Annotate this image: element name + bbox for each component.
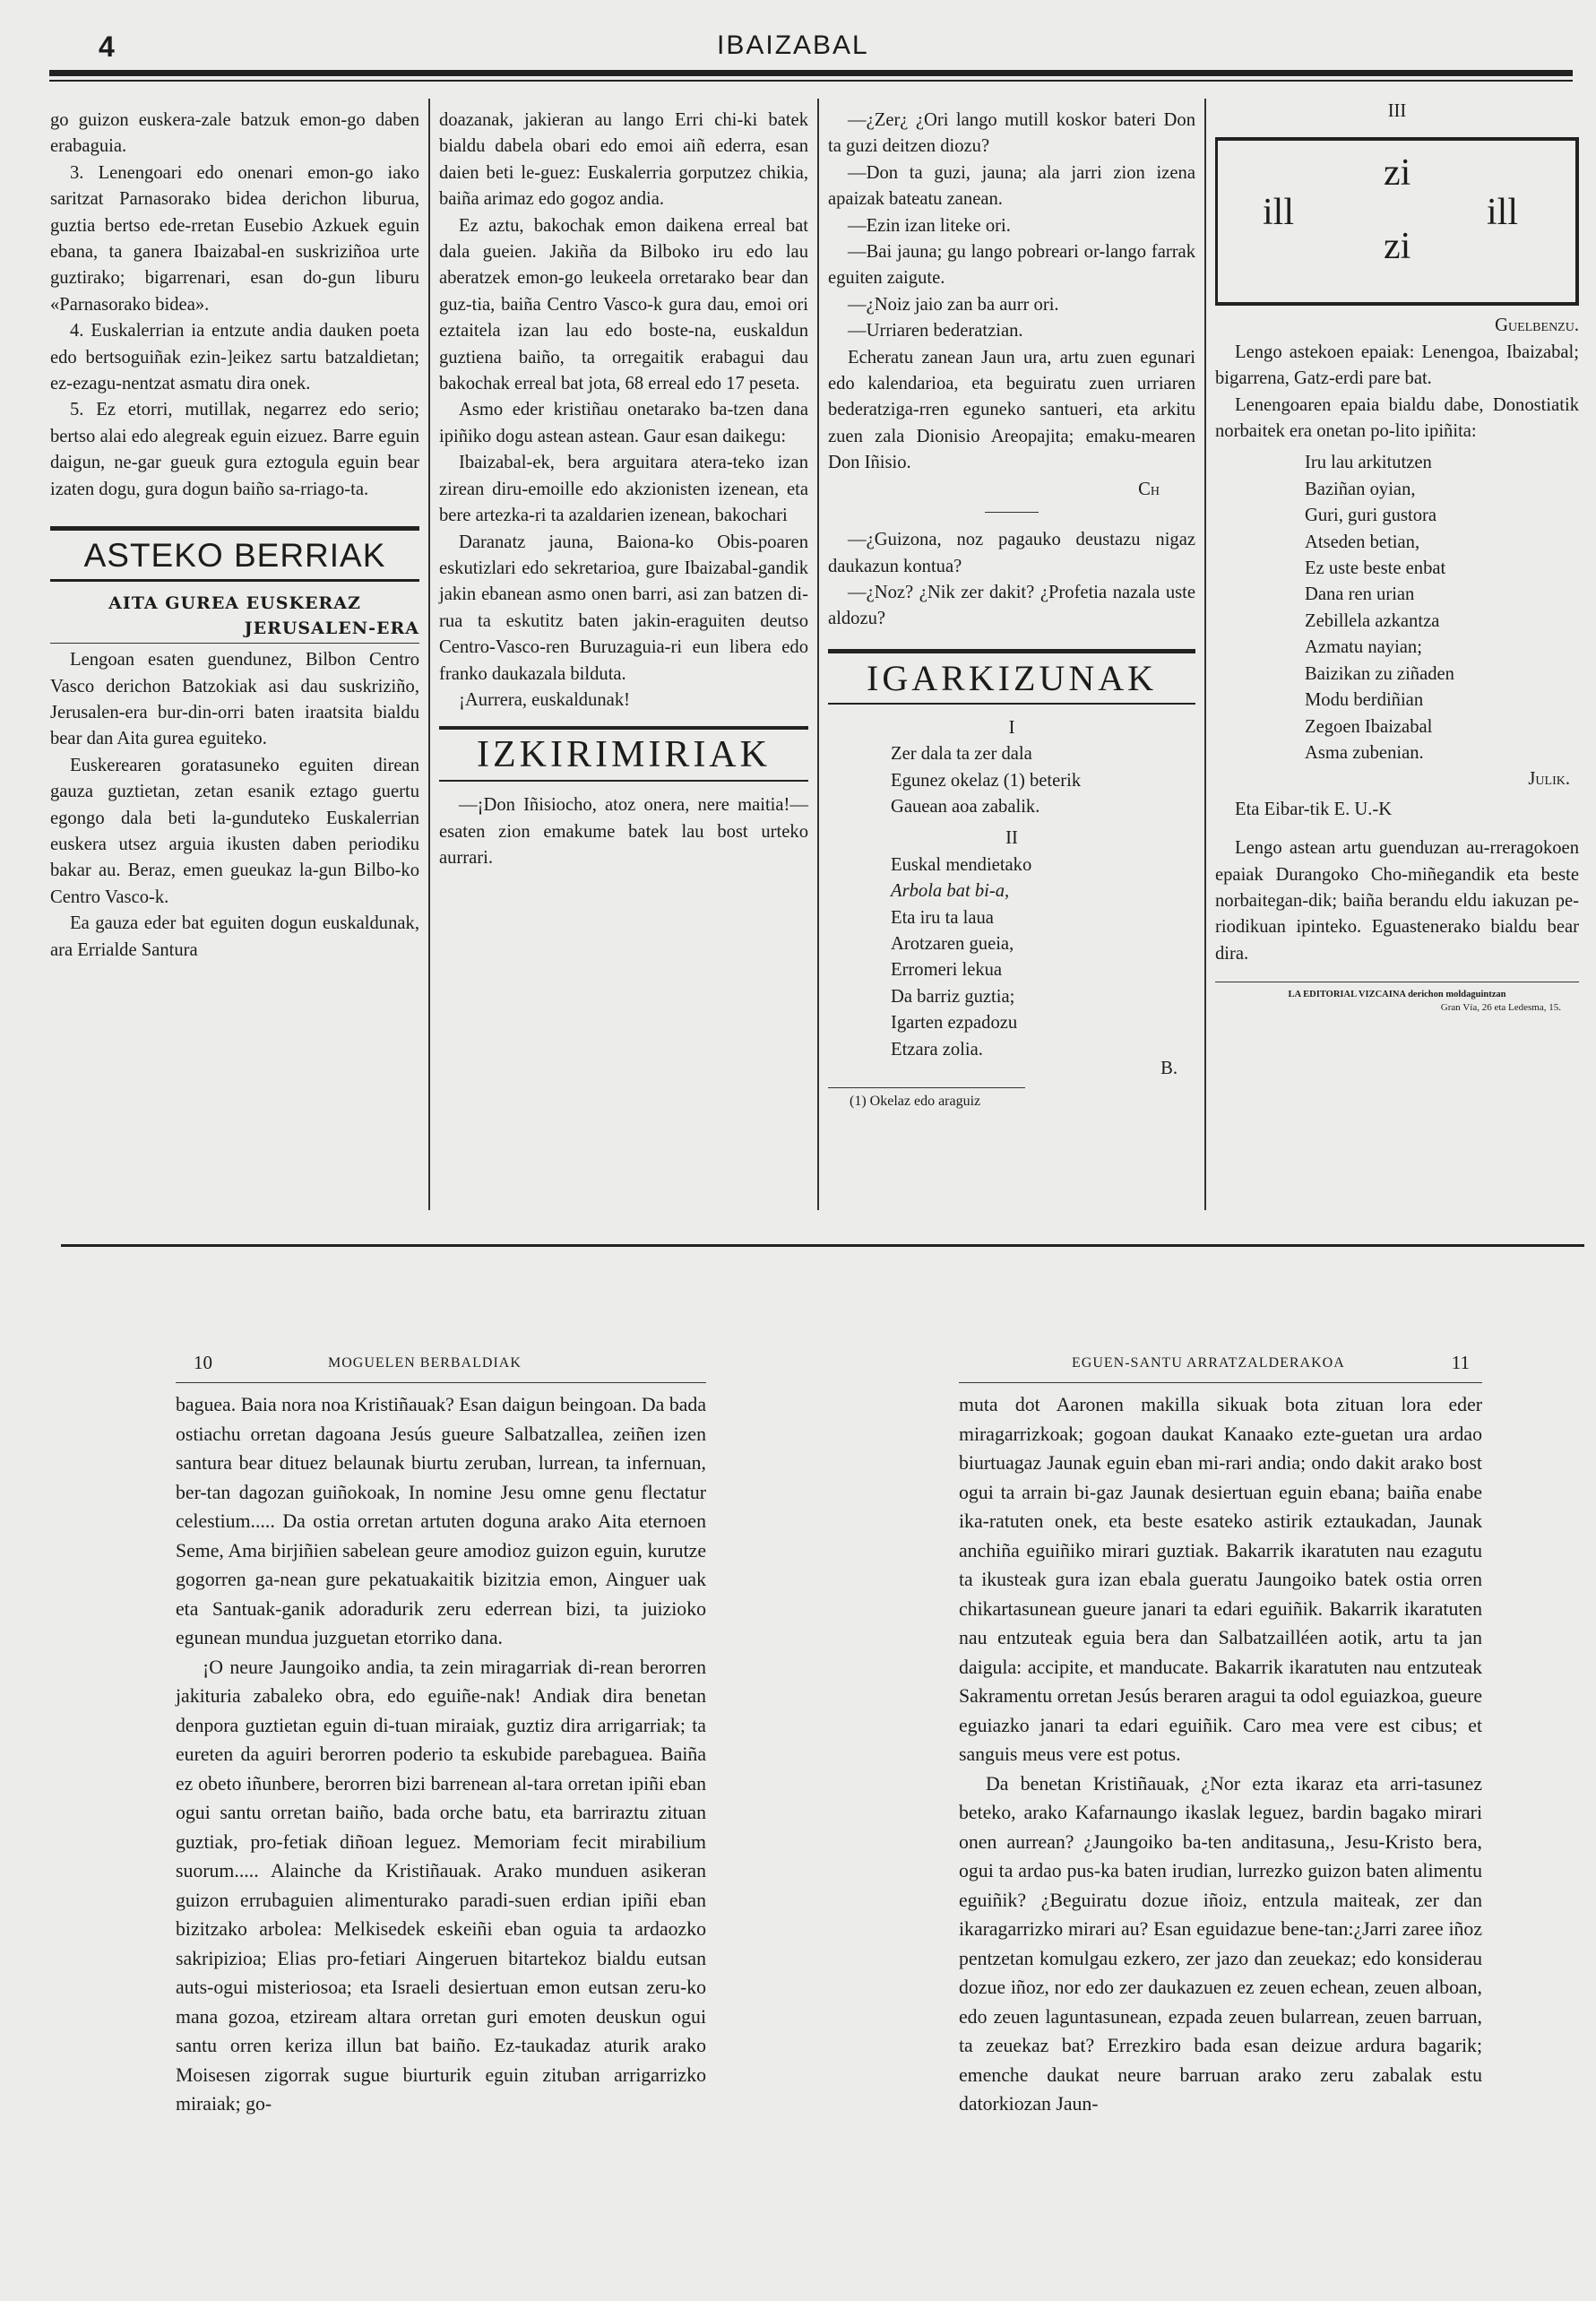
paragraph: doazanak, jakieran au lango Erri chi-ki batek bialdu dabela obari edo emoi aiñ ederra, esan daien beti le-guez: Euskalerria gorputzez chikia, baiña arimaz edo gogoz andia. xyxy=(439,110,808,210)
separator xyxy=(985,512,1039,513)
page-number: 10 xyxy=(194,1352,212,1373)
verse-line: Arotzaren gueia, xyxy=(891,933,1014,954)
page-number: 4 xyxy=(99,30,115,63)
paragraph: Lenengoaren epaia bialdu dabe, Donostiatik norbaitek era onetan po-lito ipiñita: xyxy=(1215,394,1579,442)
verse-line: Iru lau arkitutzen xyxy=(1305,453,1432,473)
verse-line: Baziñan oyian, xyxy=(1305,479,1416,499)
section-rule xyxy=(50,526,419,531)
verse-line: Modu berdiñian xyxy=(1305,690,1424,711)
box-left-text: ill xyxy=(1263,192,1295,234)
paragraph: Daranatz jauna, Baiona-ko Obis-poaren eskutizlari edo sekretarioa, gure Ibaizabal-gandik jakin ebanean asmo onen barri, asi zan batzen di-rua ta eskutitz baten jakin-eraguiten deutso Centro-Vasco-ren Buruzaguia-ri eun libera edo franko daukazala bilduta. xyxy=(439,532,808,684)
verse-line: Guri, guri gustora xyxy=(1305,506,1436,526)
paragraph: 3. Lenengoari edo onenari emon-go iako saritzat Parnasorako bidea derichon liburua, guztia bertso ede-rretan Eusebio Azkuek eguin ebana, ta ganera Ibaizabal-en suskriziñoa urte guztirako; bigarrenari, esan do-gun liburu «Parnasorako bidea». xyxy=(50,162,419,315)
footnote: (1) Okelaz edo araguiz xyxy=(850,1094,981,1110)
dialogue-line: —¿Zer¿ ¿Ori lango mutill koskor bateri Don ta guzi deitzen diozu? xyxy=(828,110,1195,157)
verse-line: Atseden betian, xyxy=(1305,532,1420,552)
paragraph: Lengo astean artu guenduzan au-rreragokoen epaiak Durangoko Cho-miñegandik eta beste norbaitegan-dik; baiña berandu eldu iakuzan pe-riodikuan ipinteko. Eguastenerako bialdu bear dira. xyxy=(1215,838,1579,964)
column-2 xyxy=(439,108,808,872)
riddle-2 xyxy=(828,852,1195,1063)
column-1 xyxy=(50,108,419,964)
verse-line: Etzara zolia. xyxy=(891,1039,983,1060)
paragraph: Lengo astekoen epaiak: Lenengoa, Ibaizabal; bigarrena, Gatz-erdi pare bat. xyxy=(1215,342,1579,389)
verse-line: Igarten ezpadozu xyxy=(891,1013,1018,1034)
verse-line: Ez uste beste enbat xyxy=(1305,558,1446,579)
page-number: 11 xyxy=(1451,1352,1470,1373)
column-divider xyxy=(428,99,430,1210)
news-subtitle: AITA GUREA EUSKERAZ xyxy=(108,593,361,614)
verse-line: Gauean aoa zabalik. xyxy=(891,796,1040,817)
verse-line: Euskal mendietako xyxy=(891,854,1032,875)
paragraph: —¡Don Iñisiocho, atoz onera, nere maitia!—esaten zion emakume batek lau bost urteko aurrari. xyxy=(439,795,808,869)
paragraph: Echeratu zanean Jaun ura, artu zuen egunari edo kalendarioa, eta beguiratu zuen urriaren bederatziga-rren eguneko santueri, eta arkitu zuen zala Dionisio Areopajita; emaku-mearen Don Iñisio. xyxy=(828,347,1195,473)
dialogue-line: —Ezin izan liteke ori. xyxy=(848,215,1011,236)
verse-line: Arbola bat bi-a, xyxy=(891,881,1010,902)
header-rule xyxy=(49,70,1573,76)
dialogue-line: —Don ta guzi, jauna; ala jarri zion izena apaizak bateatu zanean. xyxy=(828,162,1195,210)
column-divider xyxy=(1204,99,1206,1210)
section-rule xyxy=(439,726,808,730)
paragraph: baguea. Baia nora noa Kristiñauak? Esan daigun beingoan. Da bada ostiachu orretan dagoana Jesús gueure Salbatzallea, zeiñen izen santura bear dituez belaunak biurtu zeruban, lurrean, ta infernuan, ber-tan dagozan guiñokoak, In nomine Jesu omne genu flectatur celestium..... Da ostia orretan artuten doguna arako Aita eternoen Seme, Ama birjiñien sabelean geure amodioz guizon eguin, kurutze gogorren ga-nean gure pekatuakaitik bizitzia emon, Ainguer uak eta Santuak-ganik adoradurik zeru ederrean bizi, ta juizioko egunean mundua juzguetan etorriko dana. xyxy=(176,1394,706,1648)
signature: Julik. xyxy=(1528,769,1570,790)
box-right-text: ill xyxy=(1487,192,1519,234)
riddle-number: I xyxy=(1008,717,1015,738)
signature: Guelbenzu. xyxy=(1495,316,1579,336)
paragraph: Ea gauza eder bat eguiten dogun euskaldunak, ara Errialde Santura xyxy=(50,913,419,960)
newspaper-title: IBAIZABAL xyxy=(717,30,869,60)
verse-line: Zebillela azkantza xyxy=(1305,610,1440,631)
verse-line: Dana ren urian xyxy=(1305,584,1415,605)
imprint: LA EDITORIAL VIZCAINA derichon moldaguintzan xyxy=(1288,990,1506,1000)
book-text xyxy=(176,1390,706,2119)
footnote-rule xyxy=(828,1087,1025,1088)
column-divider xyxy=(817,99,819,1210)
verse-line: Eta iru ta laua xyxy=(891,907,994,928)
running-header xyxy=(959,1352,1482,1382)
section-title: IZKIRIMIRIAK xyxy=(477,734,771,776)
book-text xyxy=(959,1390,1482,2119)
column-4 xyxy=(1215,99,1579,1015)
header-rule xyxy=(176,1382,706,1383)
riddle-number: II xyxy=(1005,828,1018,849)
imprint: Gran Vía, 26 eta Ledesma, 15. xyxy=(1440,1002,1561,1014)
riddle-box xyxy=(1215,137,1579,306)
paragraph: Asmo eder kristiñau onetarako ba-tzen dana ipiñiko dogu astean astean. Gaur esan daikegu: xyxy=(439,400,808,446)
signature: Ch xyxy=(1138,479,1160,499)
page-divider xyxy=(61,1244,1584,1247)
paragraph: Lengoan esaten guendunez, Bilbon Centro Vasco derichon Batzokiak asi dau suskriziño, Jerusalen-era bur-din-orri baten iraatsita bialdu bear dan Aita gurea eguiteko. xyxy=(50,650,419,749)
book-page-right xyxy=(959,1352,1482,2119)
verse-line: Egunez okelaz (1) beterik xyxy=(891,770,1082,791)
section-rule xyxy=(828,703,1195,705)
box-mid-top-text: zi xyxy=(1384,152,1411,195)
dialogue-line: —Urriaren bederatzian. xyxy=(848,321,1023,342)
paragraph: Ez aztu, bakochak emon daikena erreal bat dala gueien. Jakiña da Bilboko iru edo lau aberatzek emon-go leukeela orretarako bear dan guz-tia, baiña Centro Vasco-k gura dau, emoi ori eztaitela izan lau edo boste-na, euskaldun guztiena baiño, ta orregaitik erabagui dau bakochak erreal bat jota, 68 erreal edo 17 peseta. xyxy=(439,215,808,394)
paragraph: 4. Euskalerrian ia entzute andia dauken poeta edo bertsoguiñak ezin-]eikez sartu batzaldietan; ez-ezagu-nentzat asmatu dira onek. xyxy=(50,321,419,394)
section-rule xyxy=(828,649,1195,653)
section-title: ASTEKO BERRIAK xyxy=(83,537,386,575)
running-header xyxy=(176,1352,706,1382)
dialogue-line: —¿Noz? ¿Nik zer dakit? ¿Profetia nazala uste aldozu? xyxy=(828,582,1195,629)
column-3 xyxy=(828,108,1195,1112)
running-title: MOGUELEN BERBALDIAK xyxy=(328,1355,522,1371)
news-subtitle: JERUSALEN-ERA xyxy=(50,616,419,644)
signature: B. xyxy=(1160,1059,1178,1078)
paragraph: 5. Ez etorri, mutillak, negarrez edo serio; bertso alai edo alegreak eguin eizuez. Barre eguin daigun, ne-gar gueuk gura eztogula eguin bear izaten dogu, gura dogun baiño sa-rriago-ta. xyxy=(50,400,419,499)
header-rule-thin xyxy=(49,80,1573,82)
riddle-1 xyxy=(828,741,1195,820)
paragraph: muta dot Aaronen makilla sikuak bota zituan lora eder miragarrizkoak; gogoan daukat Kanaako ezte-guetan ura ardao biurtuagaz Jaunak eguin eban mi-rari andia; ondo dakit arako bost ogui ta arrain bi-gaz Jaunak desiertuan eguin ebana; baiña enabe ika-ratuten onek, eta beste esateko astirik eztaukadan, Jaunak anchiña eguiñiko mirari guztiak. Bakarrik ikaratuten nau ezagutu ta ikusteak gura izan ebala gueratu Jaungoiko batek ostia orren chikartasunean gueure janari ta edari eguiñik. Bakarrik ikaratuten nau entzuteak eguia bera dan Salbatzailléen aotik, artu ta jan daigula: accipite, et manducate. Bakarrik ikaratuten nau entzuteak Sakramentu orretan Jesús beraren aragui ta odol eguiazkoa, gueure eguiazko janari ta edari eguiñik. Caro mea vere est cibus; et sanguis meus vere est potus. xyxy=(959,1394,1482,1765)
section-title: IGARKIZUNAK xyxy=(867,657,1157,698)
section-rule xyxy=(439,780,808,782)
section-rule xyxy=(50,579,419,582)
paragraph: ¡O neure Jaungoiko andia, ta zein miragarriak di-rean berorren jakituria zabaleko obra, edo eguiñe-nak! Andiak dira benetan denpora guztietan eguin di-tuan miraiak, guztiz dira arrigarriak; ta eureten da aguiri berorren poderio ta eskubide parebaguea. Baiña ez obeto iñunbere, berorren bizi barrenean al-tara orretan ipiñi eban ogui santu orretan baiño, bada orche batu, eta barriraztu zituan guztiak, pro-fetiak diñoan leguez. Memoriam fecit mirabilium suorum..... Alainche da Kristiñauak. Arako munduen asikeran guizon errubaguien alimenturako paradi-suen erdian ipiñi eban bizitzako arbolea: Melkisedek eskeiñi eban oguia ta ardaozko sakripizioa; Elias pro-fetiari Aingeruen bitartekoz bialdu eutsan auts-ogui misteriosoa; eta Israeli desiertuan emon eutsan zeru-ko mana gozoa, etziream altara orretan guri emoten deuskun ogui santu orren keriza illun bat baiño. Ez-taukadaz aturik arako Moisesen zigorrak sugue biurturik eguin zituban arrigarrizko miraiak; go- xyxy=(176,1656,706,2115)
paragraph: Da benetan Kristiñauak, ¿Nor ezta ikaraz eta arri-tasunez beteko, arako Kafarnaungo ikaslak leguez, bardin bagako mirari onen aurrean? ¿Jaungoiko ba-ten anditasuna,, Jesu-Kristo bera, ogui ta ardao pus-ka baten irudian, lurrezko guizon baten alimentu eguiñik? ¿Beguiratu dozue iñoiz, entzula maiteak, zer dan ikaragarrizko mirari au? Esan eguidazue bene-tan:¿Jarri zaree iñoz pentzetan komulgau ezkero, zer jazo dan zeuekaz; edo konsiderau dozue iñoz, nor edo zer daukazuen ez zeuen echean, zeuen alboan, edo zeuen laguntasunean, ezpada zeuen bularrean, zeuen barruan, ta zeuekaz bat? Errezkiro bada esan deizue ardura bagarik; emenche daukat neure barruan arako zeru zabalak estu datorkiozan Jaun- xyxy=(959,1772,1482,2115)
verse-line: Da barriz guztia; xyxy=(891,986,1015,1007)
dialogue-line: —¿Guizona, noz pagauko deustazu nigaz daukazun kontua? xyxy=(828,530,1195,576)
paragraph: Eta Eibar-tik E. U.-K xyxy=(1235,799,1393,819)
verse-line: Azmatu nayian; xyxy=(1305,637,1422,658)
header-rule xyxy=(959,1382,1482,1383)
dialogue-line: —¿Noiz jaio zan ba aurr ori. xyxy=(848,294,1059,315)
paragraph: go guizon euskera-zale batzuk emon-go daben erabaguia. xyxy=(50,110,419,157)
riddle-number: III xyxy=(1387,101,1407,121)
paragraph: ¡Aurrera, euskaldunak! xyxy=(459,689,630,710)
verse-line: Zer dala ta zer dala xyxy=(891,744,1032,765)
verse-line: Zegoen Ibaizabal xyxy=(1305,716,1433,737)
verse-line: Baizikan zu ziñaden xyxy=(1305,663,1454,684)
poem xyxy=(1215,450,1579,766)
paragraph: Euskerearen goratasuneko eguiten direan gauza guztietan, zetan esanik eztago guertu egongo dala beti la-gunduteko Euskalerrian euskera utsez arguia ikusten daben periodiku bakar au. Beraz, emen gueukaz la-gun Bilbo-ko Centro Vasco-k. xyxy=(50,755,419,907)
verse-line: Erromeri lekua xyxy=(891,960,1003,981)
paragraph: Ibaizabal-ek, bera arguitara atera-teko izan zirean diru-emoille edo akzionisten izenean, eta bere artezka-ri ta azaldarien izenean, bakochari xyxy=(439,453,808,526)
box-mid-bottom-text: zi xyxy=(1384,226,1411,268)
book-page-left xyxy=(176,1352,706,2119)
verse-line: Asma zubenian. xyxy=(1305,742,1424,763)
running-title: EGUEN-SANTU ARRATZALDERAKOA xyxy=(1072,1355,1345,1371)
dialogue-line: —Bai jauna; gu lango pobreari or-lango farrak eguiten zaigute. xyxy=(828,242,1195,289)
